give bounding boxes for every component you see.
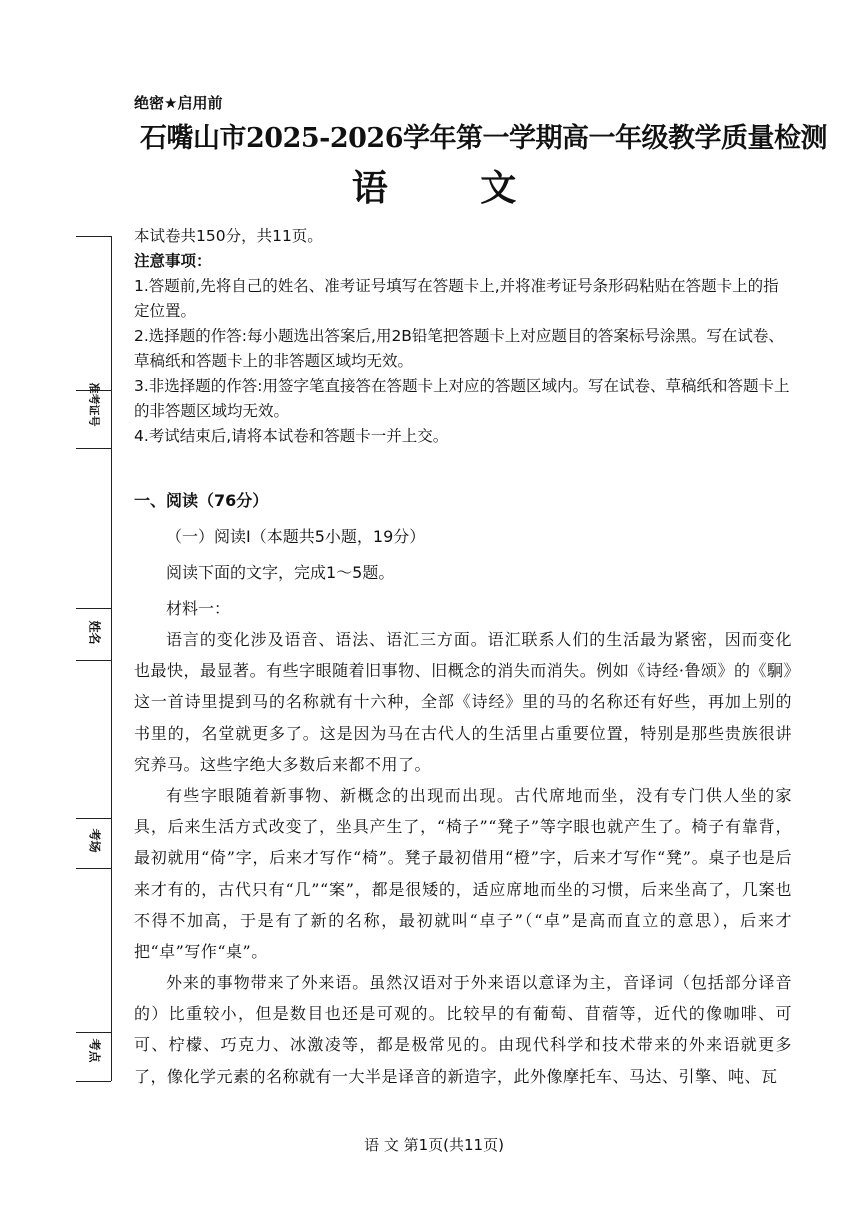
strip-label-exam-room: 考场 <box>87 828 102 853</box>
strip-line <box>76 608 111 609</box>
notice-item: 4.考试结束后,请将本试卷和答题卡一并上交。 <box>134 427 449 445</box>
notice-item: 3.非选择题的作答:用签字笔直接答在答题卡上对应的答题区域内。写在试卷、草稿纸和答题卡上的非答题区域均无效。 <box>134 377 790 420</box>
paper-info: 本试卷共150分，共11页。 <box>134 227 323 245</box>
strip-line <box>76 660 111 661</box>
notice-heading: 注意事项： <box>134 252 212 270</box>
reading-instruction: 阅读下面的文字，完成1～5题。 <box>166 563 395 582</box>
page-footer: 语 文 第1页(共11页) <box>364 1136 504 1154</box>
binding-strip <box>76 236 111 1081</box>
confidential-mark: 绝密★启用前 <box>134 94 223 112</box>
strip-vertical-line <box>111 236 112 1081</box>
strip-line <box>76 236 111 237</box>
material-label: 材料一： <box>166 599 231 618</box>
strip-label-exam-number: 准考证号 <box>87 382 101 427</box>
notice-item: 1.答题前,先将自己的姓名、准考证号填写在答题卡上,并将准考证号条形码粘贴在答题卡上的指定位置。 <box>134 277 779 320</box>
strip-line <box>76 448 111 449</box>
strip-line <box>76 1081 111 1082</box>
passage-paragraph: 语言的变化涉及语音、语法、语汇三方面。语汇联系人们的生活最为紧密，因而变化也最快，最显著。有些字眼随着旧事物、旧概念的消失而消失。例如《诗经·鲁颂》的《駉》这一首诗里提到马的名称就有十六种，全部《诗经》里的马的名称还有好些，再加上别的书里的，名堂就更多了。这是因为马在古代人的生活里占重要位置，特别是那些贵族很讲究养马。这些字绝大多数后来都不用了。 <box>134 630 792 774</box>
strip-label-name: 姓名 <box>87 620 102 645</box>
exam-title: 石嘴山市2025-2026学年第一学期高一年级教学质量检测 <box>140 123 827 154</box>
subject-title: 语 文 <box>351 167 557 209</box>
strip-line <box>76 868 111 869</box>
strip-line <box>76 1032 111 1033</box>
notice-item: 2.选择题的作答:每小题选出答案后,用2B铅笔把答题卡上对应题目的答案标号涂黑。写在试卷、草稿纸和答题卡上的非答题区域均无效。 <box>134 327 784 370</box>
passage-paragraph: 有些字眼随着新事物、新概念的出现而出现。古代席地而坐，没有专门供人坐的家具，后来生活方式改变了，坐具产生了，“椅子”“凳子”等字眼也就产生了。椅子有靠背，最初就用“倚”字，后来才写作“椅”。凳子最初借用“橙”字，后来才写作“凳”。桌子也是后来才有的，古代只有“几”“案”，都是很矮的，适应席地而坐的习惯，后来坐高了，几案也不得不加高，于是有了新的名称，最初就叫“卓子”（“卓”是高而直立的意思），后来才把“卓”写作“桌”。 <box>134 786 792 962</box>
passage-paragraph: 外来的事物带来了外来语。虽然汉语对于外来语以意译为主，音译词（包括部分译音的）比重较小，但是数目也还是可观的。比较早的有葡萄、苜蓿等，近代的像咖啡、可可、柠檬、巧克力、冰激凌等，都是极常见的。由现代科学和技术带来的外来语就更多了，像化学元素的名称就有一大半是译音的新造字，此外像摩托车、马达、引擎、吨、瓦 <box>134 973 792 1086</box>
section-heading: 一、阅读（76分） <box>134 491 269 510</box>
part-heading: （一）阅读Ⅰ（本题共5小题，19分） <box>166 527 426 546</box>
strip-label-exam-site: 考点 <box>87 1038 102 1063</box>
strip-line <box>76 818 111 819</box>
